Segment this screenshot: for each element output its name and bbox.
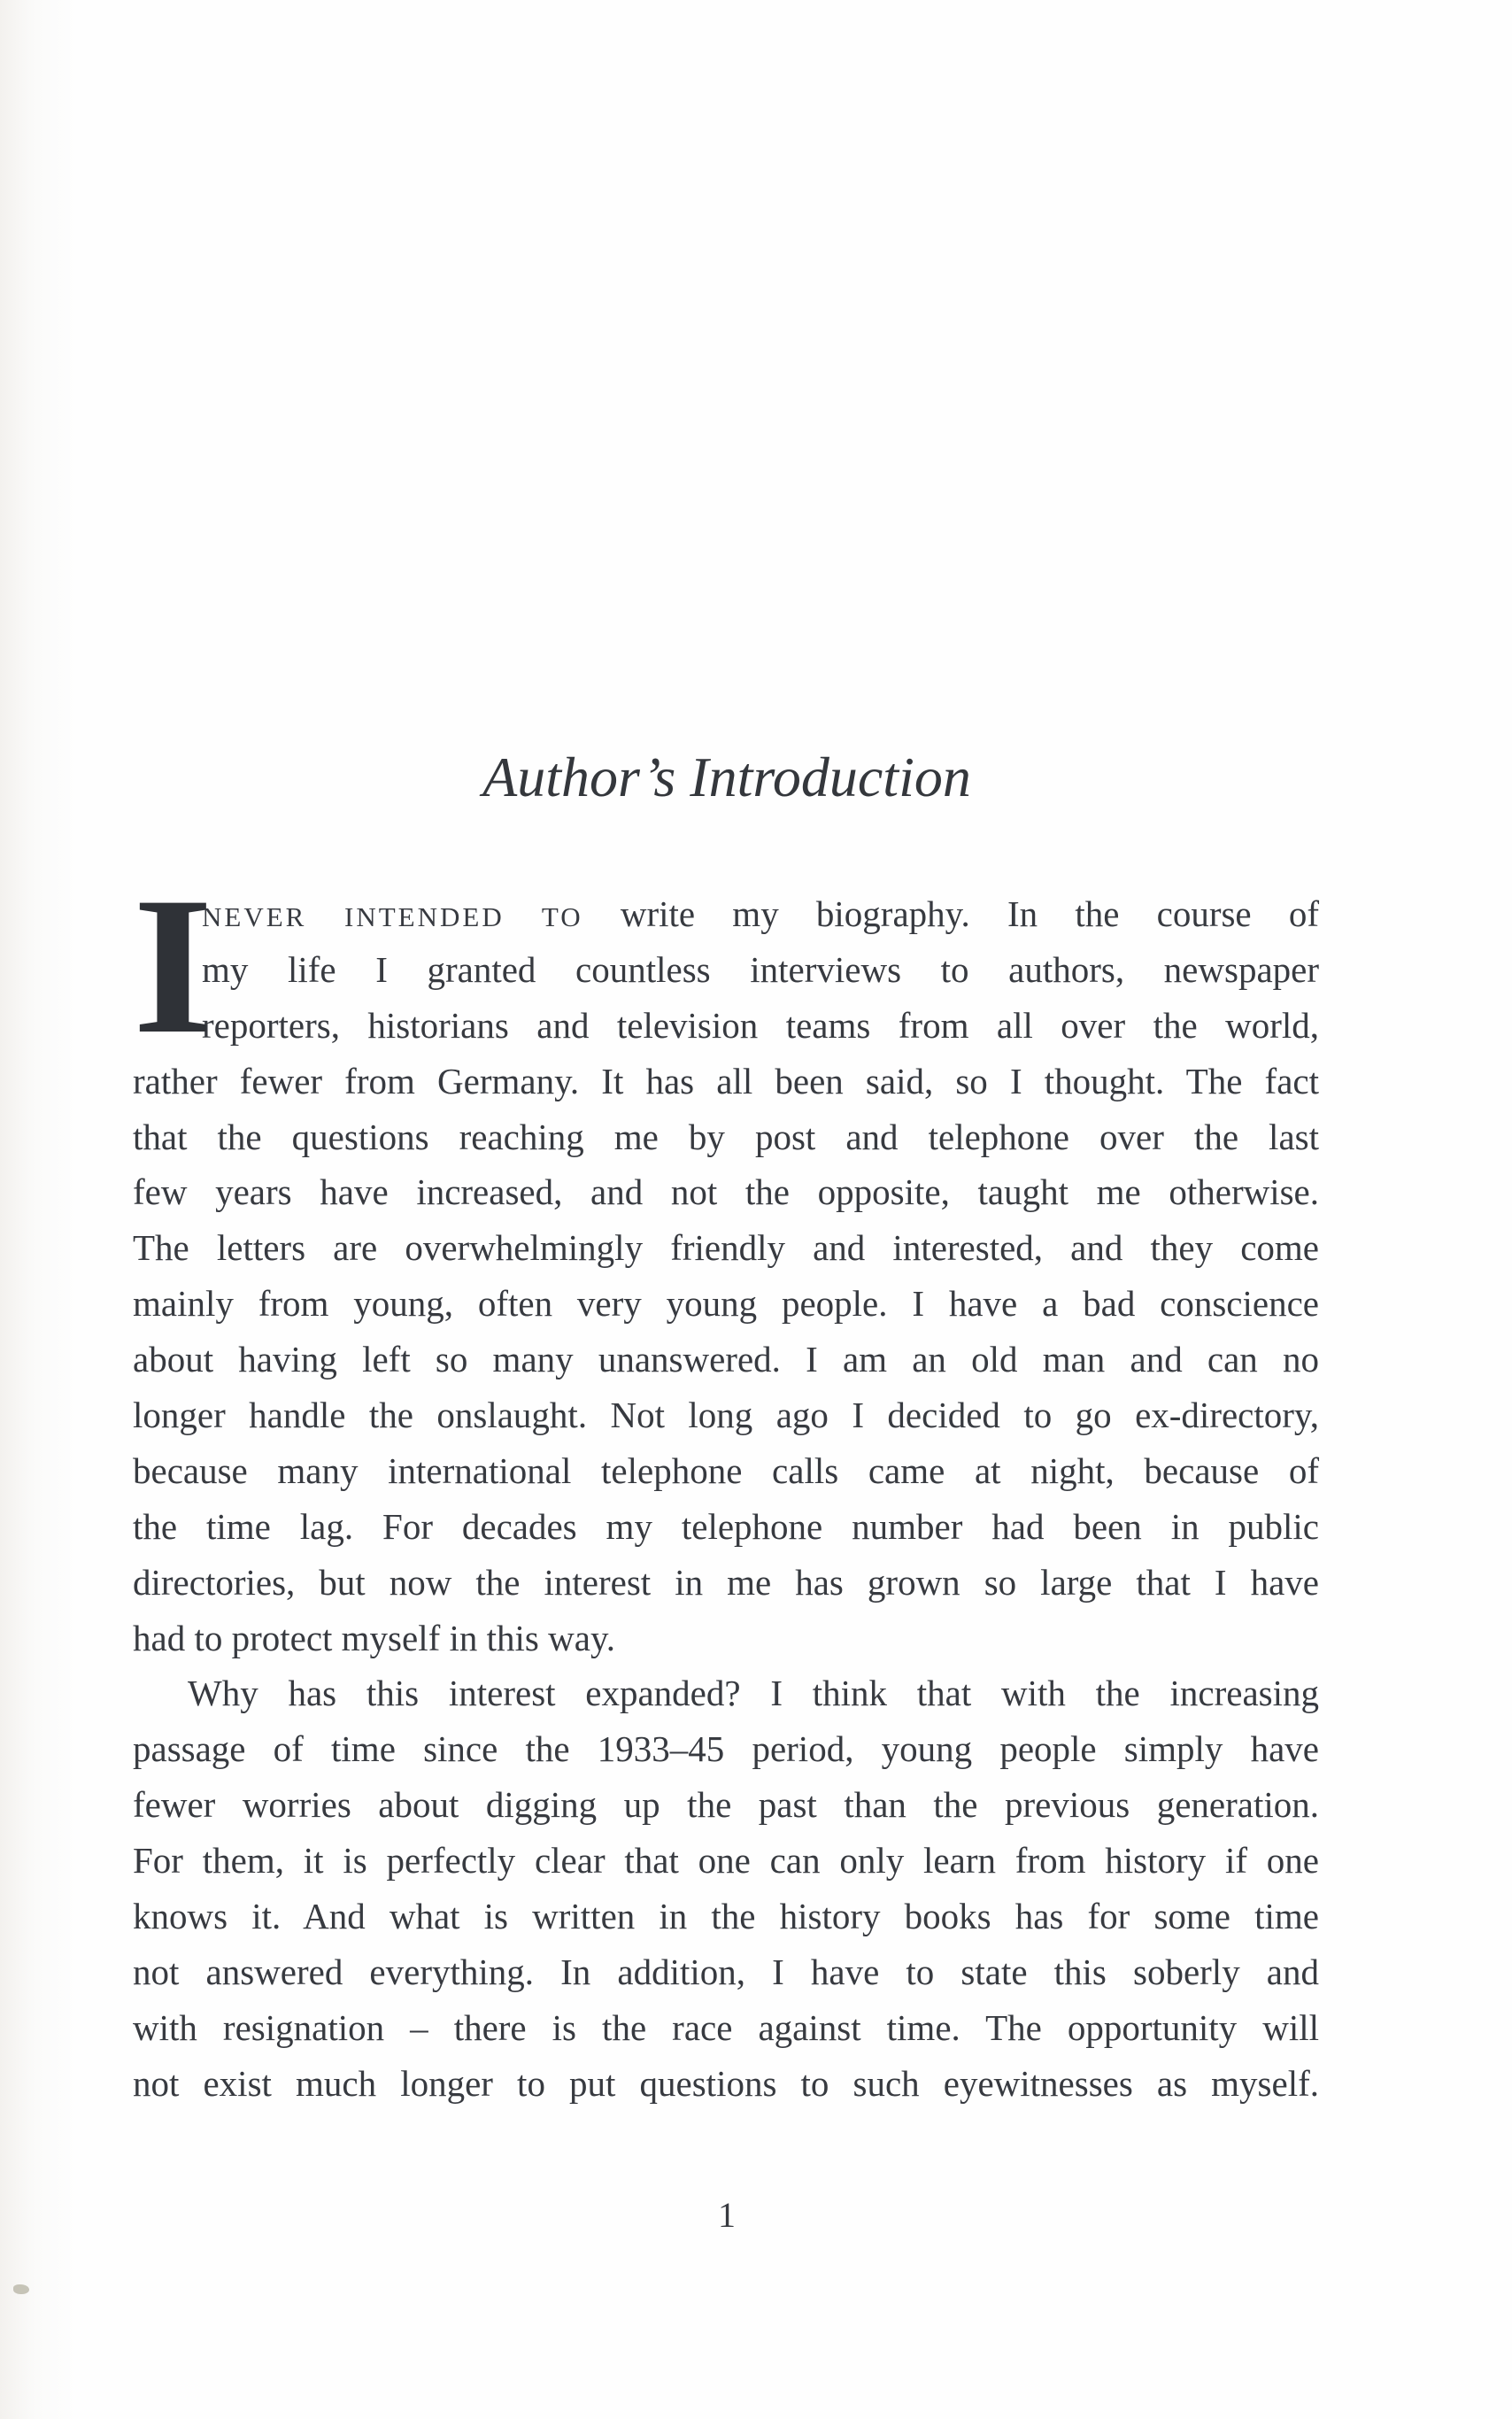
text-line: The letters are overwhelmingly friendly and interested, and they come (133, 1227, 1319, 1269)
drop-cap: I (133, 857, 213, 1075)
text-line: longer handle the onslaught. Not long ago I decided to go ex-directory, (133, 1395, 1319, 1436)
paragraph (133, 1665, 1319, 2111)
text-line: not answered everything. In addition, I have to state this soberly and (133, 1951, 1319, 1992)
text-line: my life I granted countless interviews to authors, newspaper (202, 948, 1319, 990)
text-line: had to protect myself in this way. (133, 1617, 616, 1658)
text-line: passage of time since the 1933–45 period, young people simply have (133, 1728, 1319, 1770)
paper-speck (13, 2284, 29, 2294)
text-line: For them, it is perfectly clear that one can only learn from history if one (133, 1840, 1319, 1882)
text-line: not exist much longer to put questions to such eyewitnesses as myself. (133, 2062, 1319, 2104)
text-line: rather fewer from Germany. It has all been said, so I thought. The fact (133, 1060, 1319, 1101)
text-line: NEVER INTENDED TO write my biography. In the course of (202, 893, 1319, 934)
text-line: Why has this interest expanded? I think that with the increasing (188, 1673, 1319, 1714)
text-line: reporters, historians and television teams from all over the world, (202, 1004, 1319, 1046)
text-line: few years have increased, and not the opposite, taught me otherwise. (133, 1171, 1319, 1213)
text-line: that the questions reaching me by post and telephone over the last (133, 1116, 1319, 1157)
text-line: directories, but now the interest in me has grown so large that I have (133, 1561, 1319, 1603)
text-line: knows it. And what is written in the history books has for some time (133, 1896, 1319, 1937)
body-text (133, 857, 1319, 2112)
text-line: fewer worries about digging up the past than the previous generation. (133, 1784, 1319, 1826)
text-line: with resignation – there is the race against time. The opportunity will (133, 2006, 1319, 2048)
text-line: the time lag. For decades my telephone number had been in public (133, 1505, 1319, 1547)
chapter-title: Author’s Introduction (482, 746, 971, 808)
page-number: 1 (718, 2195, 736, 2235)
paragraph (133, 857, 1319, 1665)
text-line: about having left so many unanswered. I am an old man and can no (133, 1339, 1319, 1380)
text-line: mainly from young, often very young people. I have a bad conscience (133, 1283, 1319, 1325)
text-line: because many international telephone calls came at night, because of (133, 1449, 1319, 1491)
small-caps-opening: NEVER INTENDED TO (202, 901, 583, 932)
